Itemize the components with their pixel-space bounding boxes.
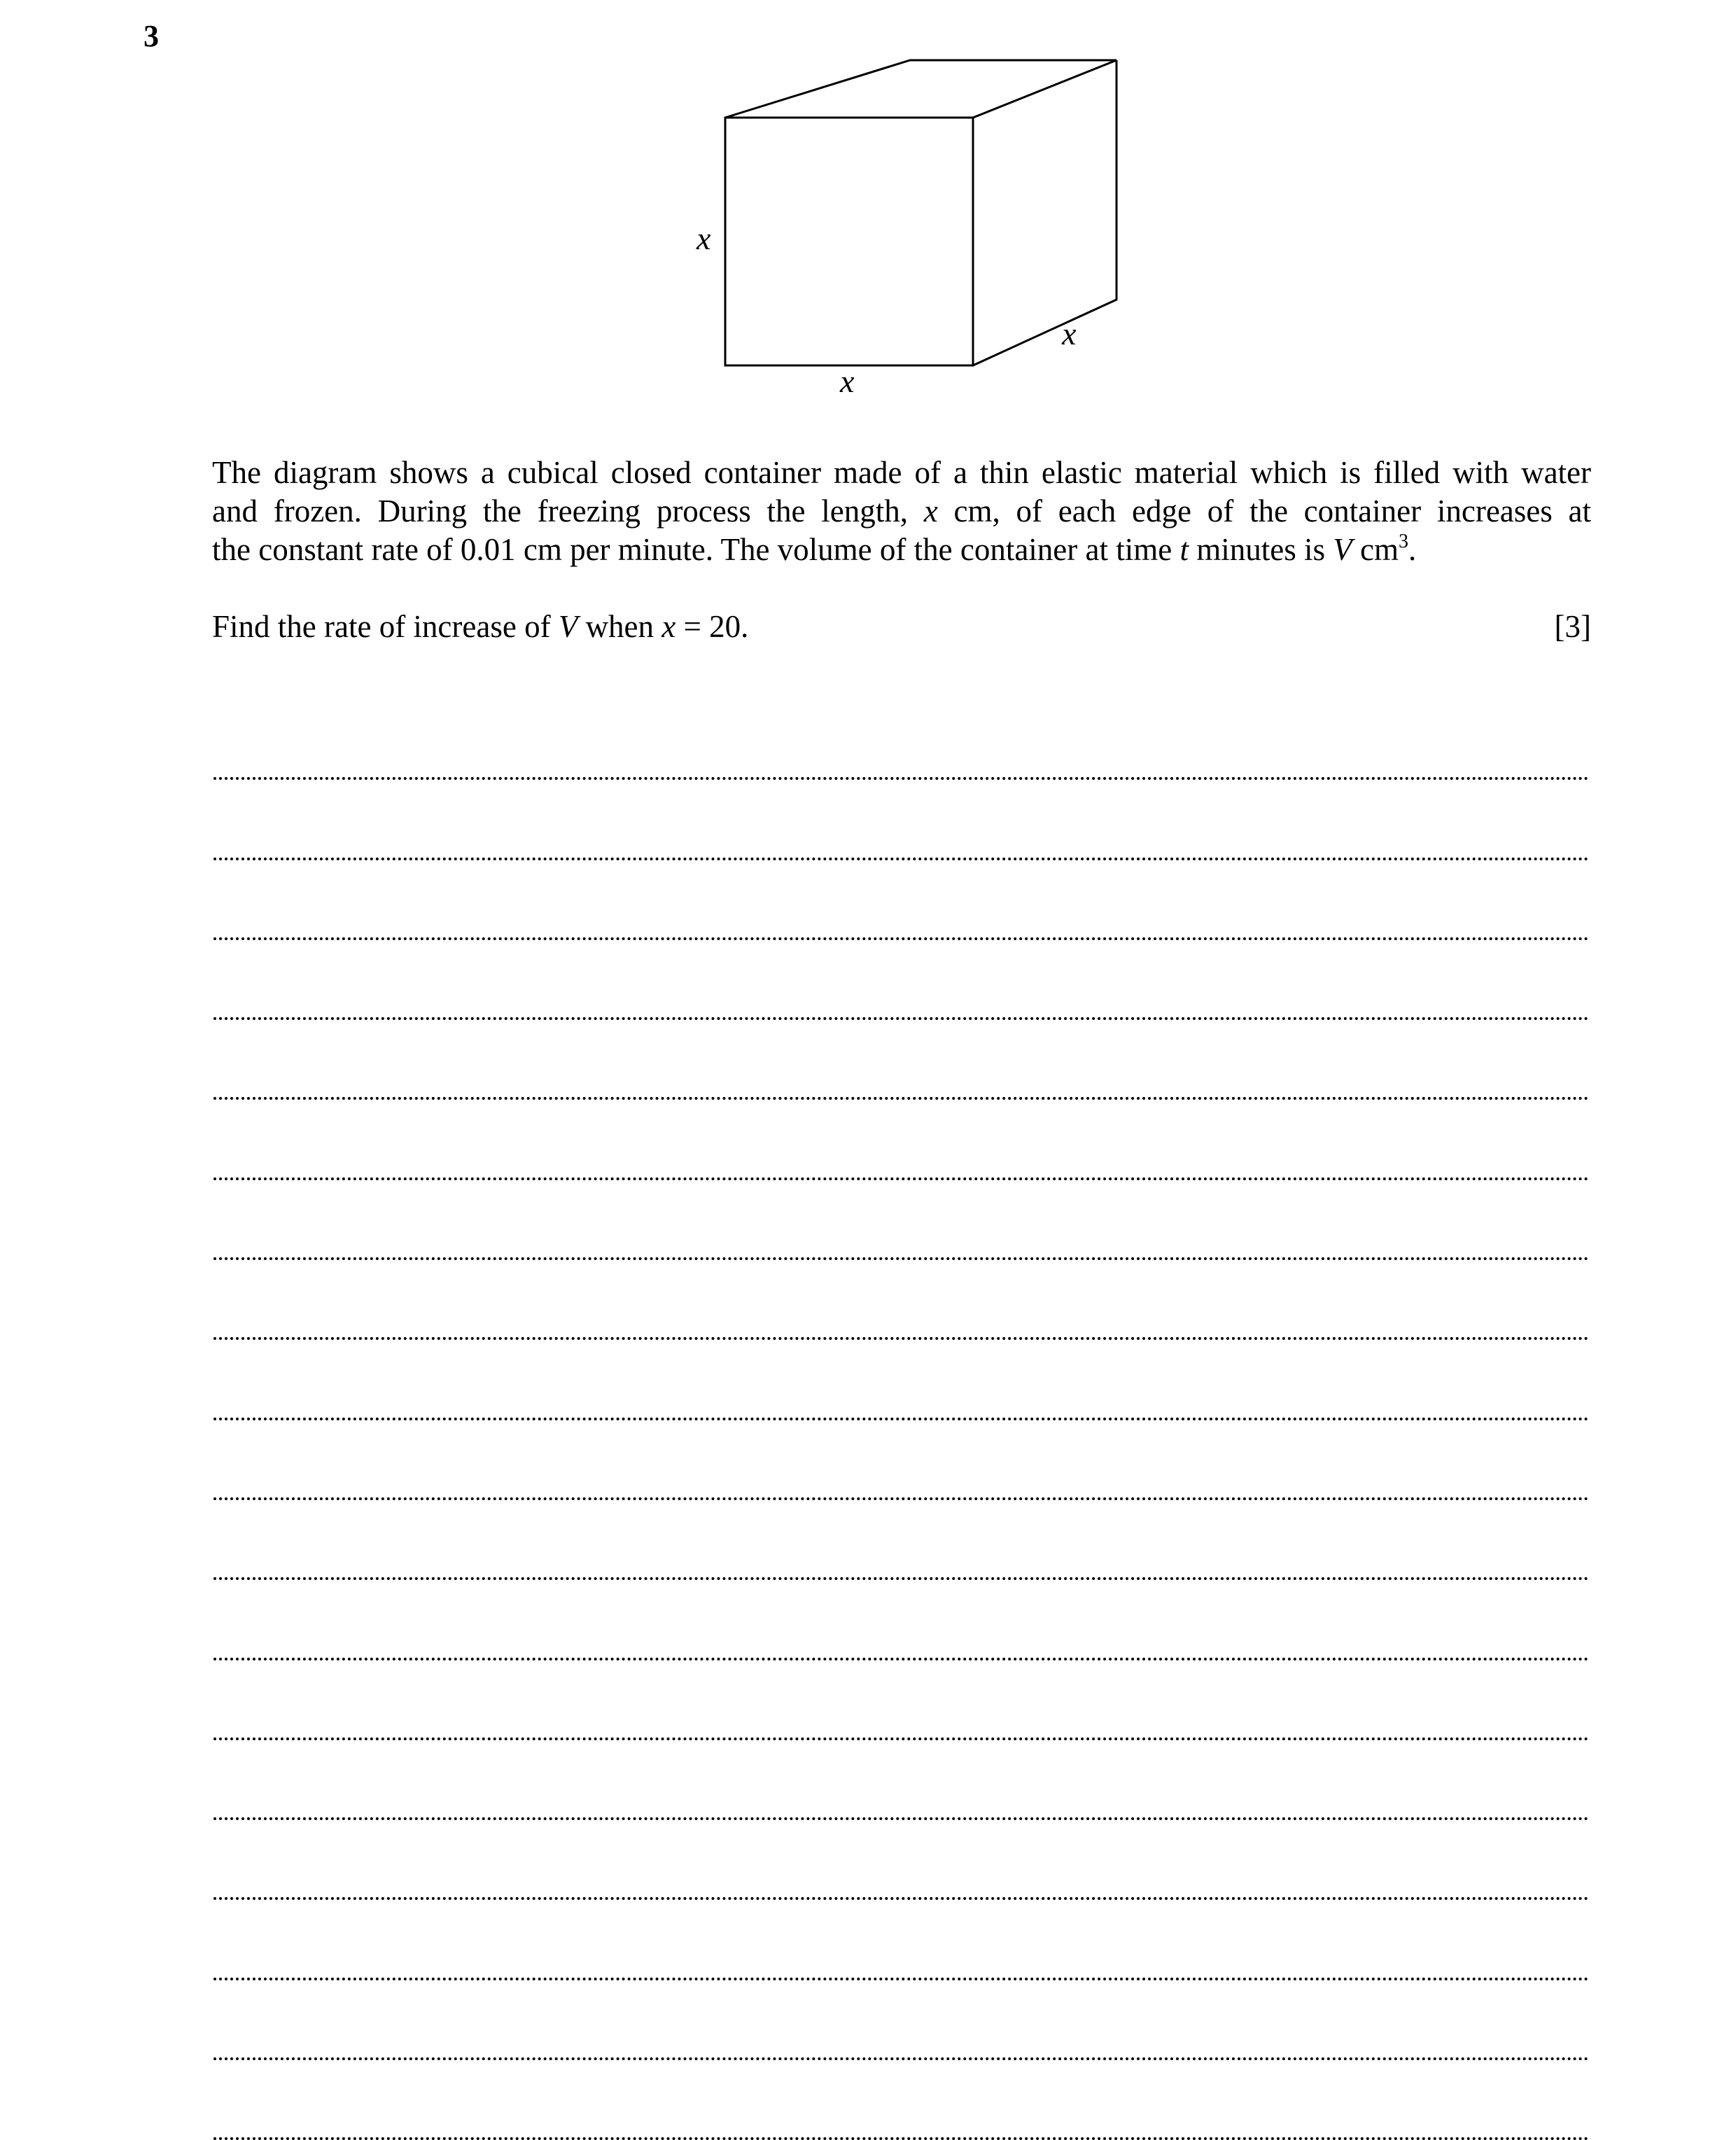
cube-front-face [725, 118, 973, 365]
question-prompt: Find the rate of increase of V when x = 20. [3] [212, 608, 1591, 646]
answer-line[interactable] [214, 780, 1589, 860]
answer-line[interactable] [214, 1740, 1589, 1820]
paragraph-line-1: The diagram shows a cubical closed container made of a thin elastic material which is filled with water [212, 455, 1591, 490]
answer-line[interactable] [214, 1100, 1589, 1180]
cube-diagram [0, 0, 1736, 448]
answer-line[interactable] [214, 1180, 1589, 1260]
answer-line[interactable] [214, 700, 1589, 780]
question-paragraph [212, 454, 1591, 569]
answer-line[interactable] [214, 1500, 1589, 1580]
cube-side-face [973, 60, 1116, 365]
answer-line[interactable] [214, 1820, 1589, 1900]
answer-line[interactable] [214, 1660, 1589, 1740]
answer-line[interactable] [214, 1980, 1589, 2060]
answer-line[interactable] [214, 2060, 1589, 2140]
answer-line[interactable] [214, 1020, 1589, 1100]
answer-line[interactable] [214, 860, 1589, 940]
answer-line[interactable] [214, 1260, 1589, 1340]
cube-label-depth: x [1062, 316, 1077, 351]
answer-line[interactable] [214, 1580, 1589, 1660]
answer-line[interactable] [214, 1900, 1589, 1980]
answer-line[interactable] [214, 940, 1589, 1020]
paragraph-line-3: the constant rate of 0.01 cm per minute. The volume of the container at time t minutes is V $cm^3$. [212, 531, 1417, 567]
cube-label-bottom: x [840, 363, 855, 399]
cube-label-left: x [696, 221, 711, 256]
question-number: 3 [144, 19, 159, 53]
cube-top-face [725, 60, 1116, 118]
marks-allocation: [3] [1554, 609, 1591, 644]
paragraph-line-2: and frozen. During the freezing process the length, x cm, of each edge of the container increases at [212, 494, 1592, 529]
answer-line[interactable] [214, 1420, 1589, 1500]
answer-area[interactable] [214, 700, 1589, 2140]
answer-line[interactable] [214, 1340, 1589, 1420]
